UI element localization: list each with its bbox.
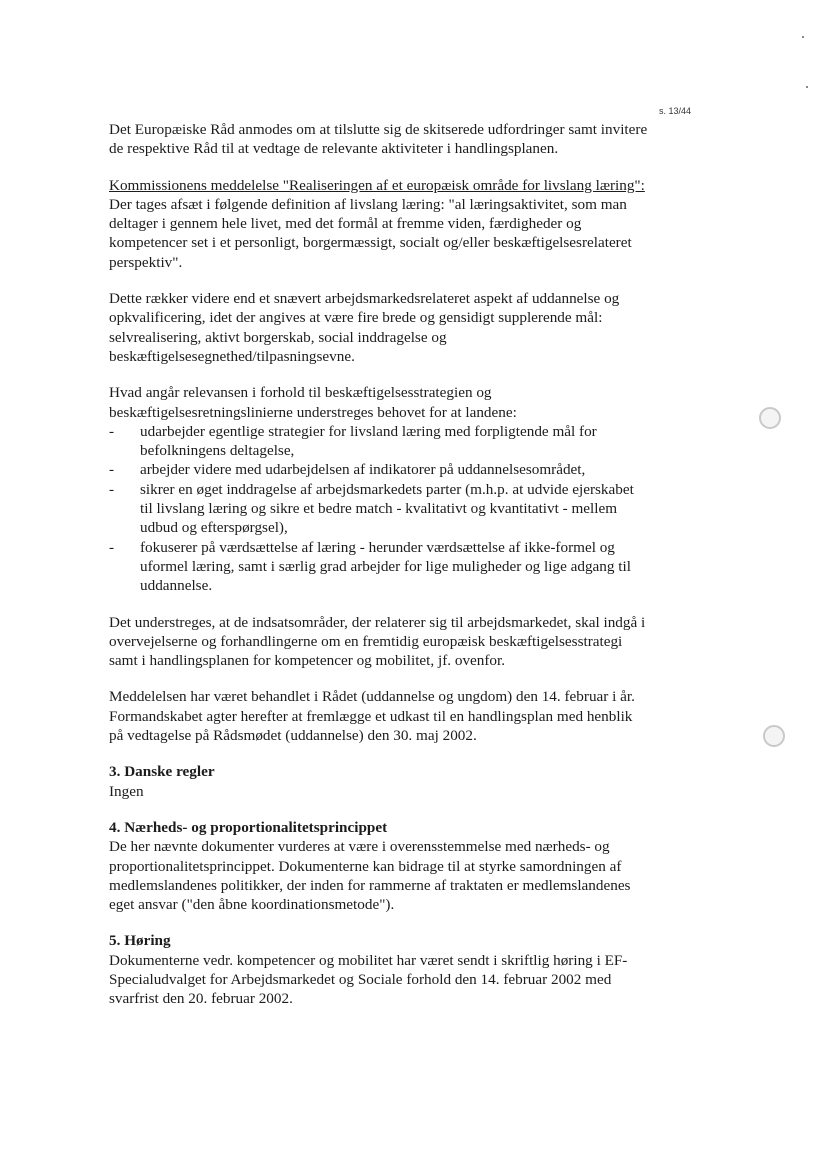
list-item: - udarbejder egentlige strategier for livsland læring med forpligtende mål for befolkningens deltagelse, (109, 422, 649, 461)
intro-paragraph: Det Europæiske Råd anmodes om at tilslutte sig de skitserede udfordringer samt invitere de respektive Råd til at vedtage de relevante aktiviteter i handlingsplanen. (109, 121, 648, 158)
section-5-text: Dokumenterne vedr. kompetencer og mobilitet har været sendt i skriftlig høring i EF-Specialudvalget for Arbejdsmarkedet og Sociale forhold den 14. februar 2002 med svarfrist den 20. februar 2002. (109, 951, 628, 1008)
punch-hole-icon (759, 407, 781, 429)
page-number: s. 13/44 (659, 106, 692, 116)
list-item: - sikrer en øget inddragelse af arbejdsmarkedets parter (m.h.p. at udvide ejerskabet til livslang læring og sikre et bedre match - kvalitativt og kvantitativt - mellem udbud og efterspørgsel), (109, 480, 649, 538)
section-4-heading: 4. Nærheds- og proportionalitetsprincippet (109, 818, 388, 836)
goals-paragraph: Dette rækker videre end et snævert arbejdsmarkedsrelateret aspekt af uddannelse og opkvalificering, idet der angives at være fire brede og gensidigt supplerende mål: selvrealisering, aktivt borgerskab, social inddragelse og beskæftigelsesegnethed/tilpasningsevne. (109, 290, 620, 365)
relevance-list (109, 422, 649, 596)
section-4-text: De her nævnte dokumenter vurderes at være i overensstemmelse med nærheds- og proportionalitetsprincippet. Dokumenterne kan bidrage til at styrke samordningen af medlemslandenes politikker, der inden for rammerne af traktaten er medlemslandenes eget ansvar ("den åbne koordinationsmetode"). (109, 838, 631, 914)
treatment-paragraph: Meddelelsen har været behandlet i Rådet (uddannelse og ungdom) den 14. februar i år. Formandskabet agter herefter at fremlægge et udkast til en handlingsplan med henblik på vedtagelse på Rådsmødet (uddannelse) den 30. maj 2002. (109, 688, 635, 745)
list-item: - fokuserer på værdsættelse af læring - herunder værdsættelse af ikke-formel og uformel læring, samt i særlig grad arbejder for lige muligheder og lige adgang til uddannelse. (109, 538, 649, 596)
section-3-text: Ingen (109, 782, 144, 800)
list-item: - arbejder videre med udarbejdelsen af indikatorer på uddannelsesområdet, (109, 460, 649, 479)
section-3-heading: 3. Danske regler (109, 763, 215, 781)
relevance-intro: Hvad angår relevansen i forhold til beskæftigelsesstrategien og beskæftigelsesretningslinierne understreges behovet for at landene: (109, 384, 517, 421)
scan-speck (802, 36, 804, 38)
emphasis-paragraph: Det understreges, at de indsatsområder, der relaterer sig til arbejdsmarkedet, skal indgå i overvejelserne og forhandlingerne om en fremtidig europæisk beskæftigelsesstrategi samt i handlingsplanen for kompetencer og mobilitet, jf. ovenfor. (109, 613, 646, 670)
definition-paragraph: Der tages afsæt i følgende definition af livslang læring: "al læringsaktivitet, som man deltager i gennem hele livet, med det formål at fremme viden, færdigheder og kompetencer set i et personligt, borgermæssigt, socialt og/eller beskæftigelsesrelateret perspektiv". (109, 195, 632, 271)
scan-speck (806, 86, 808, 88)
document-body (109, 120, 649, 1009)
punch-hole-icon (763, 725, 785, 747)
communication-heading: Kommissionens meddelelse "Realiseringen af et europæisk område for livslang læring": (109, 176, 645, 194)
section-5-heading: 5. Høring (109, 932, 171, 950)
